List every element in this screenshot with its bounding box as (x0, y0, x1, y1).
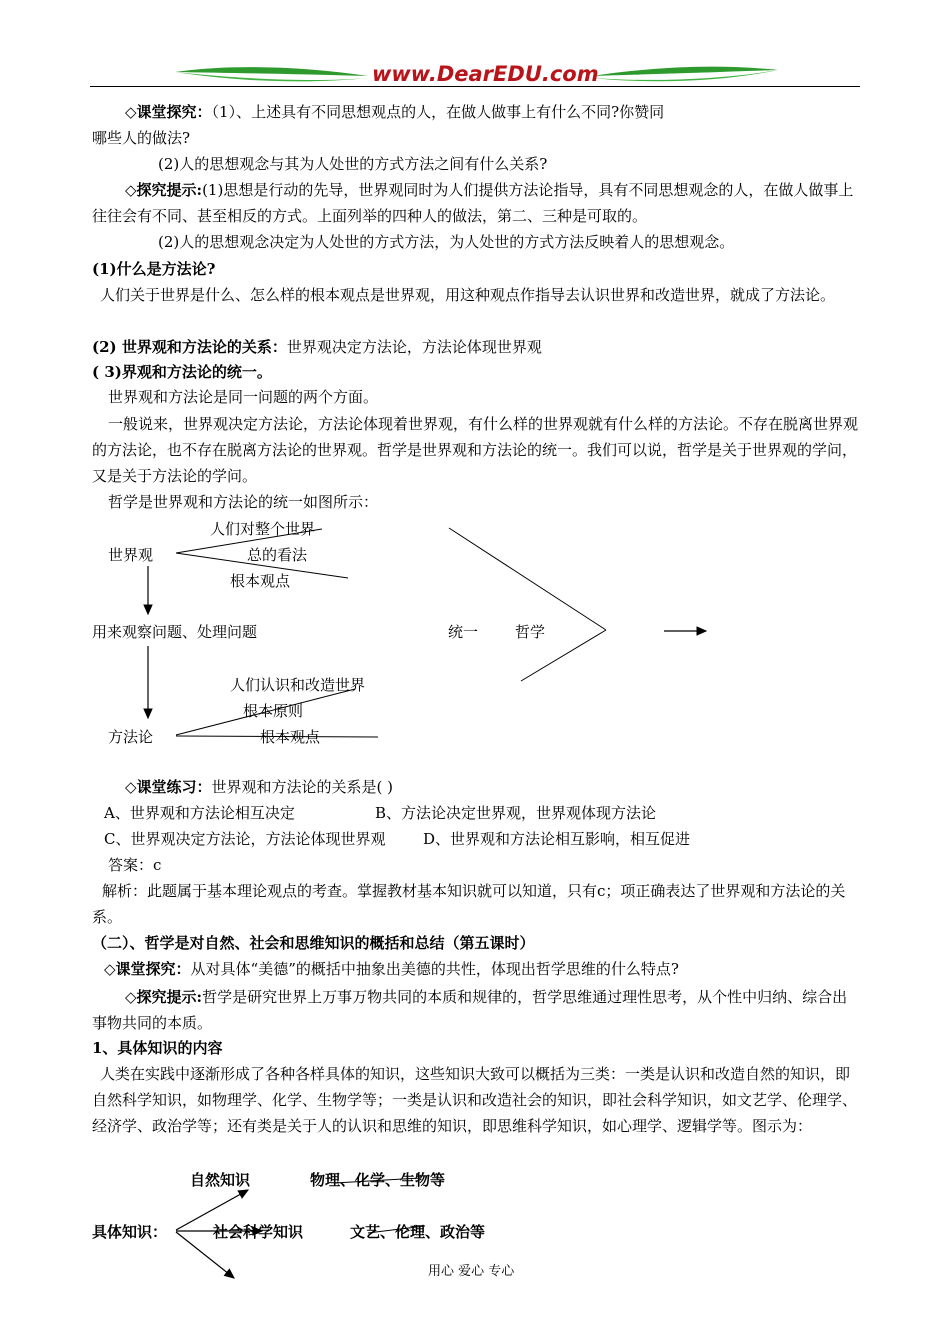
social-examples: 文艺、伦理、政治等 (350, 1223, 486, 1241)
site-logo: www.DearEDU.com (372, 62, 599, 86)
part2-explore-text: 从对具体“美德”的概括中抽象出美德的共性，体现出哲学思维的什么特点? (190, 960, 679, 978)
relation-text: 世界观决定方法论，方法论体现世界观 (286, 338, 542, 356)
footer-text: 用心 爱心 专心 (428, 1264, 515, 1279)
natural-knowledge: 自然知识 (190, 1171, 251, 1189)
sub-heading-1: 1、具体知识的内容 (92, 1039, 223, 1057)
analysis: 解析：此题属于基本理论观点的考查。掌握教材基本知识就可以知道，只有c；项正确表达了世界观和方法论的关系。 (92, 882, 846, 926)
diagram-wv-b: 总的看法 (247, 546, 308, 564)
natural-examples: 物理、化学、生物等 (310, 1171, 446, 1189)
explore-text: （1）、上述具有不同思想观点的人，在做人做事上有什么不同?你赞同 (211, 103, 665, 121)
diagram-middle: 用来观察问题、处理问题 (92, 623, 258, 641)
hint-label: ◇探究提示: (125, 181, 203, 199)
diagram-philosophy: 哲学 (515, 623, 546, 641)
hint-text: (1)思想是行动的先导，世界观同时为人们提供方法论指导，具有不同思想观念的人，在做人做事上往往会有不同、甚至相反的方式。上面列举的四种人的做法，第二、三种是可取的。 (92, 181, 854, 225)
section-heading-methodology: (1)什么是方法论? (92, 260, 216, 278)
exercise-label: ◇课堂练习： (125, 778, 212, 796)
explore-line-3: (2)人的思想观念与其为人处世的方式方法之间有什么关系? (158, 155, 548, 173)
unity-heading: ( 3)界观和方法论的统一。 (92, 363, 272, 381)
exercise-question: 世界观和方法论的关系是( ) (211, 778, 394, 796)
diagram-wv-a: 人们对整个世界 (210, 520, 316, 538)
explore-label: ◇课堂探究： (125, 103, 212, 121)
part2-hint-text: 哲学是研究世界上万事万物共同的本质和规律的，哲学思维通过理性思考，从个性中归纳、综合出事物共同的本质。 (92, 988, 848, 1032)
diagram-unity: 统一 (448, 623, 479, 641)
relation-heading: (2) 世界观和方法论的关系： (92, 338, 287, 356)
social-knowledge: 社会科学知识 (213, 1223, 304, 1241)
diagram-methodology: 方法论 (108, 728, 154, 746)
unity-line-1: 世界观和方法论是同一问题的两个方面。 (108, 388, 379, 406)
hint-line-2: (2)人的思想观念决定为人处世的方式方法，为人处世的方式方法反映着人的思想观念。 (158, 233, 735, 251)
option-a: A、世界观和方法论相互决定 (104, 804, 295, 822)
explore-line-2: 哪些人的做法? (92, 129, 191, 147)
option-b: B、方法论决定世界观，世界观体现方法论 (375, 804, 657, 822)
option-d: D、世界观和方法论相互影响，相互促进 (423, 830, 691, 848)
answer: 答案：c (108, 856, 162, 874)
part2-hint-label: ◇探究提示: (125, 988, 203, 1006)
diagram-wv-c: 根本观点 (230, 572, 291, 590)
diagram-m-a: 人们认识和改造世界 (230, 676, 366, 694)
methodology-definition: 人们关于世界是什么、怎么样的根本观点是世界观，用这种观点作指导去认识世界和改造世界，就成了方法论。 (100, 286, 836, 304)
part2-heading: （二）、哲学是对自然、社会和思维知识的概括和总结（第五课时） (92, 934, 535, 952)
unity-paragraph: 一般说来，世界观决定方法论，方法论体现着世界观，有什么样的世界观就有什么样的方法论。不存在脱离世界观的方法论，也不存在脱离方法论的世界观。哲学是世界观和方法论的统一。我们可以说，哲学是关于世界观的学问，又是关于方法论的学问。 (92, 415, 859, 485)
diagram-worldview: 世界观 (108, 546, 154, 564)
knowledge-root: 具体知识： (92, 1223, 168, 1241)
diagram-m-c: 根本观点 (260, 728, 321, 746)
option-c: C、世界观决定方法论，方法论体现世界观 (104, 830, 386, 848)
unity-line-3: 哲学是世界观和方法论的统一如图所示： (108, 493, 379, 511)
part2-explore-label: ◇课堂探究： (104, 960, 191, 978)
diagram-m-b: 根本原则 (243, 702, 304, 720)
knowledge-paragraph: 人类在实践中逐渐形成了各种各样具体的知识，这些知识大致可以概括为三类：一类是认识和改造自然的知识，即自然科学知识，如物理学、化学、生物学等；一类是认识和改造社会的知识，即社会科学知识，如文艺学、伦理学、经济学、政治学等；还有类是关于人的认识和思维的知识，即思维科学知识，如心理学、逻辑学等。图示为： (92, 1065, 858, 1135)
